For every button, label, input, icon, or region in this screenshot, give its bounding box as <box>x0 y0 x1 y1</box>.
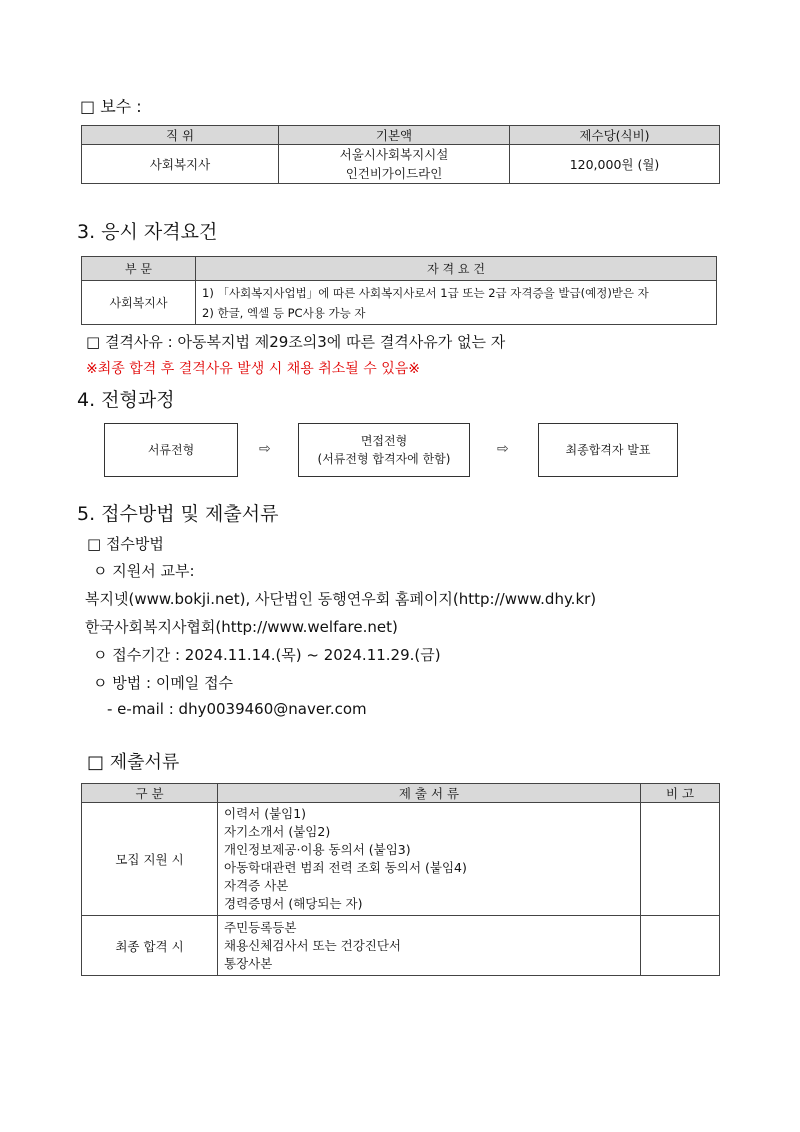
qualification-cell-dept: 사회복지사 <box>82 281 196 325</box>
form-sources-line2: 한국사회복지사협회(http://www.welfare.net) <box>85 618 398 636</box>
documents-apply-label: 모집 지원 시 <box>82 803 218 916</box>
process-step-final: 최종합격자 발표 <box>538 423 678 477</box>
form-sources-line1: 복지넷(www.bokji.net), 사단법인 동행연우회 홈페이지(http://www.dhy.kr) <box>85 590 597 608</box>
application-email: - e-mail : dhy0039460@naver.com <box>107 700 367 718</box>
process-step-interview-note: (서류전형 합격자에 한함) <box>317 452 451 466</box>
list-item: 자기소개서 (붙임2) <box>224 824 331 839</box>
list-item: 자격증 사본 <box>224 878 289 893</box>
documents-header-note: 비 고 <box>641 784 720 803</box>
salary-cell-base-line2: 인건비가이드라인 <box>345 166 443 181</box>
documents-header-docs: 제 출 서 류 <box>218 784 641 803</box>
qualification-req-2: 2) 한글, 엑셀 등 PC사용 가능 자 <box>202 305 366 320</box>
qualification-header-req: 자 격 요 건 <box>196 257 717 281</box>
documents-table <box>81 783 720 976</box>
process-step-interview-title: 면접전형 <box>360 434 408 448</box>
list-item: 주민등록등본 <box>224 919 297 935</box>
qualification-heading: 3. 응시 자격요건 <box>77 221 218 243</box>
qualification-header-dept: 부 문 <box>82 257 196 281</box>
process-step-interview <box>298 423 470 477</box>
process-heading: 4. 전형과정 <box>77 389 175 411</box>
list-item: 통장사본 <box>224 955 273 971</box>
list-item: 아동학대관련 범죄 전력 조회 동의서 (붙임4) <box>224 860 467 875</box>
warning-text: ※최종 합격 후 결격사유 발생 시 채용 취소될 수 있음※ <box>86 361 420 377</box>
method-heading: □ 접수방법 <box>87 535 164 553</box>
process-arrow-2: ⇨ <box>497 441 509 457</box>
salary-cell-base-line1: 서울시사회복지시설 <box>339 147 449 162</box>
list-item: 경력증명서 (해당되는 자) <box>224 896 363 911</box>
documents-heading: □ 제출서류 <box>87 752 180 773</box>
documents-apply-note <box>641 803 720 916</box>
salary-cell-position: 사회복지사 <box>82 145 279 184</box>
list-item: 채용신체검사서 또는 건강진단서 <box>224 937 401 953</box>
salary-table <box>81 125 720 184</box>
qualification-cell-req <box>196 281 717 325</box>
documents-final-label: 최종 합격 시 <box>82 916 218 976</box>
documents-apply-list <box>218 803 641 916</box>
list-item: 이력서 (붙임1) <box>224 806 307 821</box>
process-step-document: 서류전형 <box>104 423 238 477</box>
form-label: ㅇ 지원서 교부: <box>93 562 195 580</box>
salary-header-base: 기본액 <box>279 126 510 145</box>
qualification-req-1: 1) 「사회복지사업법」에 따른 사회복지사로서 1급 또는 2급 자격증을 발급(예정)받은 자 <box>202 285 649 300</box>
salary-header-allowance: 제수당(식비) <box>510 126 720 145</box>
salary-heading: □ 보수 : <box>80 97 142 116</box>
documents-final-note <box>641 916 720 976</box>
documents-final-list <box>218 916 641 976</box>
process-arrow-1: ⇨ <box>259 441 271 457</box>
list-item: 개인정보제공·이용 동의서 (붙임3) <box>224 842 411 857</box>
qualification-table <box>81 256 717 325</box>
disqualification-text: □ 결격사유 : 아동복지법 제29조의3에 따른 결격사유가 없는 자 <box>86 333 506 351</box>
application-heading: 5. 접수방법 및 제출서류 <box>77 503 279 525</box>
documents-header-category: 구 분 <box>82 784 218 803</box>
salary-cell-base <box>279 145 510 184</box>
salary-cell-allowance: 120,000원 (월) <box>510 145 720 184</box>
application-period: ㅇ 접수기간 : 2024.11.14.(목) ~ 2024.11.29.(금) <box>93 646 441 664</box>
application-method: ㅇ 방법 : 이메일 접수 <box>93 674 234 692</box>
salary-header-position: 직 위 <box>82 126 279 145</box>
